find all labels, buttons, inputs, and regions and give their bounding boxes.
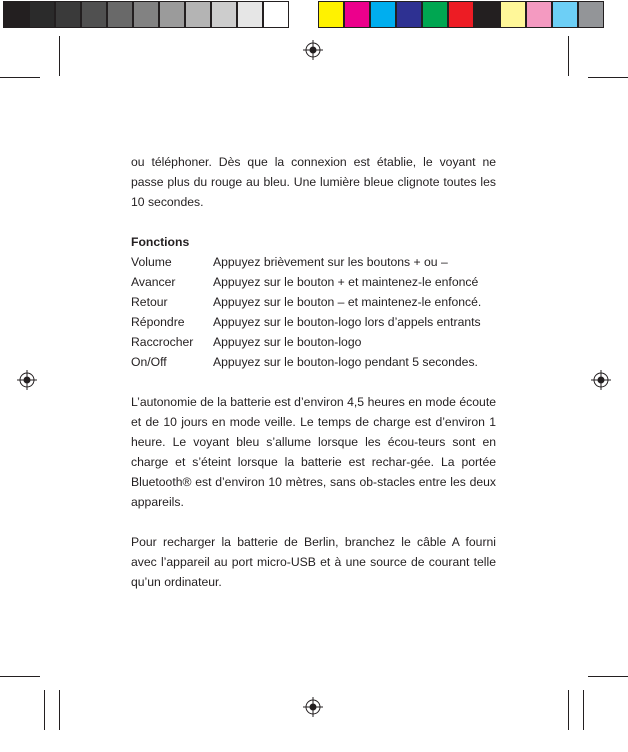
functions-section [131, 232, 496, 372]
registration-mark-right [591, 370, 611, 390]
crop-mark [59, 690, 60, 730]
functions-heading: Fonctions [131, 235, 190, 249]
paragraph-spacer [131, 372, 496, 392]
color-swatch [55, 1, 81, 28]
color-swatch [318, 1, 344, 28]
color-swatch [344, 1, 370, 28]
crop-mark [0, 676, 40, 677]
registration-mark-top [303, 40, 323, 60]
color-swatch [370, 1, 396, 28]
function-description: Appuyez sur le bouton-logo pendant 5 secondes. [213, 355, 478, 369]
function-description: Appuyez sur le bouton-logo lors d’appels entrants [213, 315, 481, 329]
function-description: Appuyez brièvement sur les boutons + ou – [213, 255, 448, 269]
registration-mark-bottom [303, 697, 323, 717]
color-swatch [500, 1, 526, 28]
color-swatch [185, 1, 211, 28]
crop-mark [588, 676, 628, 677]
color-swatch [474, 1, 500, 28]
charging-paragraph: Pour recharger la batterie de Berlin, branchez le câble A fourni avec l’appareil au port micro-USB et à une source de courant telle qu’un ordinateur. [131, 535, 496, 589]
color-swatch [29, 1, 55, 28]
crop-mark [588, 77, 628, 78]
function-name: Répondre [131, 315, 185, 329]
color-swatch [81, 1, 107, 28]
color-swatch [263, 1, 289, 28]
function-description: Appuyez sur le bouton + et maintenez-le enfoncé [213, 275, 479, 289]
function-name: Avancer [131, 275, 176, 289]
paragraph-spacer [131, 512, 496, 532]
function-name: On/Off [131, 355, 167, 369]
function-row [131, 272, 496, 292]
color-swatch [159, 1, 185, 28]
function-row [131, 352, 496, 372]
crop-mark [568, 690, 569, 730]
color-swatch [526, 1, 552, 28]
intro-paragraph: ou téléphoner. Dès que la connexion est établie, le voyant ne passe plus du rouge au bleu. Une lumière bleue clignote toutes les 10 secondes. [131, 155, 496, 209]
crop-mark [583, 690, 584, 730]
color-swatch [3, 1, 29, 28]
crop-mark [59, 36, 60, 76]
color-swatch [107, 1, 133, 28]
function-row [131, 312, 496, 332]
color-calibration-bar [0, 0, 628, 30]
crop-mark [568, 36, 569, 76]
battery-paragraph: L’autonomie de la batterie est d’environ 4,5 heures en mode écoute et de 10 jours en mode veille. Le temps de charge est d’environ 1 heure. Le voyant bleu s’allume lorsque les écou-teurs sont en charge et s’éteint lorsque la batterie est rechar-gée. La portée Bluetooth® est d’environ 10 mètres, sans ob-stacles entre les deux appareils. [131, 395, 496, 509]
function-name: Retour [131, 295, 168, 309]
color-swatch [422, 1, 448, 28]
function-description: Appuyez sur le bouton-logo [213, 335, 362, 349]
function-description: Appuyez sur le bouton – et maintenez-le enfoncé. [213, 295, 482, 309]
function-name: Volume [131, 255, 172, 269]
function-row [131, 332, 496, 352]
function-row [131, 252, 496, 272]
crop-mark [0, 77, 40, 78]
crop-mark [44, 690, 45, 730]
page-content [131, 152, 496, 592]
function-name: Raccrocher [131, 335, 194, 349]
color-swatch [552, 1, 578, 28]
color-swatch [211, 1, 237, 28]
color-swatch [237, 1, 263, 28]
color-swatch [133, 1, 159, 28]
color-swatch [578, 1, 604, 28]
registration-mark-left [17, 370, 37, 390]
color-swatch [396, 1, 422, 28]
function-row [131, 292, 496, 312]
color-swatch [448, 1, 474, 28]
